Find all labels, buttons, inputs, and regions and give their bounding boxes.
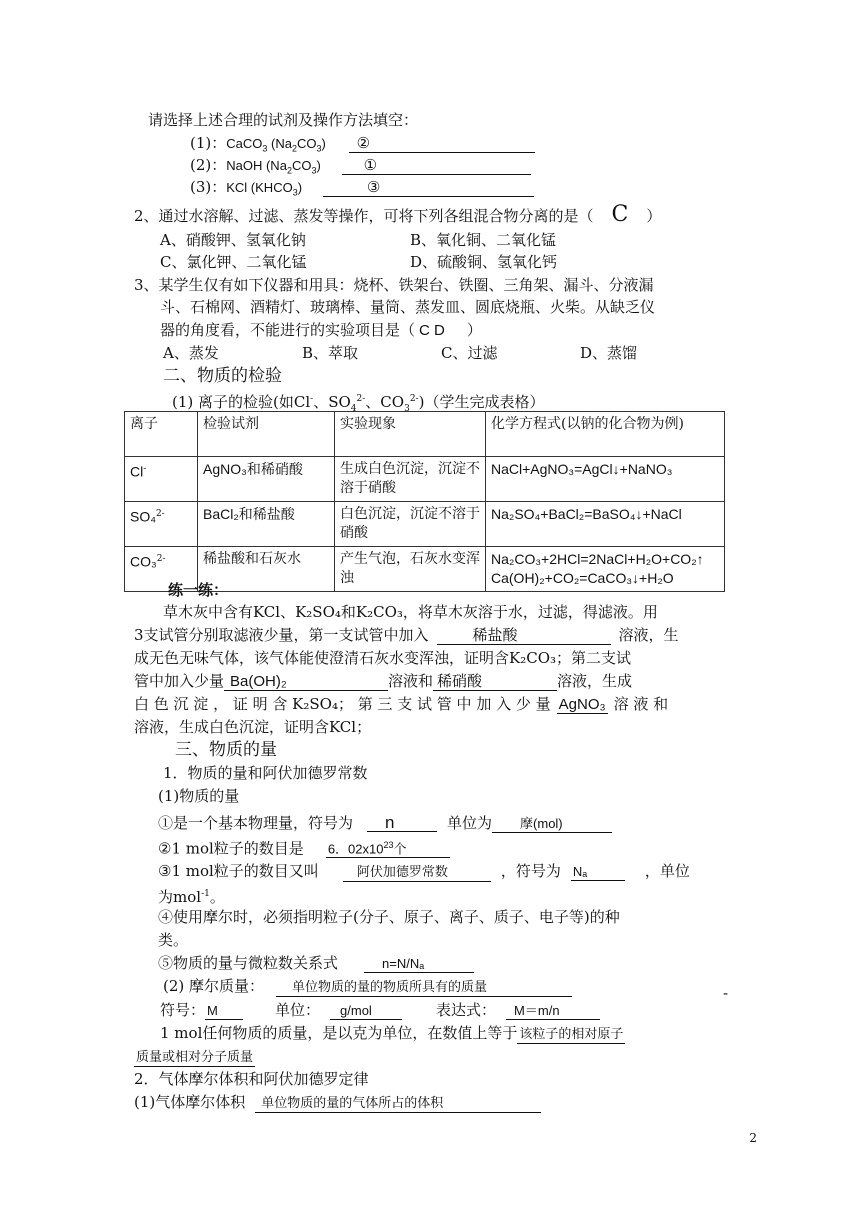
cell-ion: CO₃$^{2-}$ [125, 547, 198, 592]
q1-item-1-num: (1)： [190, 134, 227, 152]
cell-phenomenon: 白色沉淀，沉淀不溶于硝酸 [335, 502, 486, 547]
cell-equation: Na₂CO₃+2HCl=2NaCl+H₂O+CO₂↑ Ca(OH)₂+CO₂=CaCO₃↓+H₂O [486, 547, 725, 592]
q2-option-a: A、硝酸钾、氢氧化钠 [160, 231, 306, 249]
practice-line-1: 草木灰中含有KCl、K₂SO₄和K₂CO₃，将草木灰溶于水，过滤，得滤液。用 [163, 603, 658, 621]
page-number: 2 [749, 1131, 757, 1145]
molar-mass-props: 符号： M 单位： g/mol 表达式： M＝m/n [160, 1000, 600, 1020]
sec2-sub: (1) 离子的检验(如Cl-、$SO_4^{2-}$、$CO_3^{2-}$)（学生完成表格） [172, 393, 545, 414]
mol-point-3-cont: 为mol$^{-1}$。 [158, 888, 225, 906]
practice-line-3: 成无色无味气体，该气体能使澄清石灰水变浑浊，证明含K₂CO₃；第二支试 [134, 649, 632, 667]
unit-mol: 摩(mol) [492, 815, 612, 833]
table-row [125, 457, 725, 502]
ion-test-table [124, 411, 725, 592]
q1-item-2: (2)：NaOH $(Na_2CO_3)$ ① [190, 155, 531, 181]
practice-blank-2: Ba(OH)₂ [224, 673, 388, 691]
q3-answer: C D [419, 322, 445, 339]
q3-line-1: 3、某学生仅有如下仪器和用具：烧杯、铁架台、铁圈、三角架、漏斗、分液漏 [134, 276, 654, 294]
q1-item-3: (3)：KCl $(KHCO_3)$ ③ [190, 177, 534, 203]
q3-option-c: C、过滤 [441, 344, 498, 362]
practice-line-4: 管中加入少量 Ba(OH)₂ 溶液和 稀硝酸 溶液，生成 [134, 672, 633, 690]
mol-point-1: ①是一个基本物理量，符号为 n 单位为 摩(mol) [158, 813, 612, 833]
practice-line-5: 白 色 沉 淀 ， 证 明 含 K₂SO₄； 第 三 支 试 管 中 加 入 少 量 AgNO₃ 溶 液 和 [134, 695, 669, 713]
q3-option-a: A、蒸发 [163, 344, 219, 362]
molar-mass-unit: g/mol [330, 1002, 402, 1020]
q2-option-c: C、氯化钾、二氧化锰 [160, 253, 307, 271]
q1-item-2-formula: NaOH $(Na_2CO_3)$ [226, 158, 321, 176]
q3-line-3: 器的角度看，不能进行的实验项目是（ C D ） [160, 321, 482, 339]
cell-equation: Na₂SO₄+BaCl₂=BaSO₄↓+NaCl [486, 502, 725, 547]
stray-dash: - [723, 984, 729, 1002]
sec3-sub-2: 2．气体摩尔体积和阿伏加德罗定律 [134, 1070, 369, 1088]
avogadro-constant: 阿伏加德罗常数 [343, 864, 491, 882]
cell-phenomenon: 产生气泡，石灰水变浑浊 [335, 547, 486, 592]
table-row [125, 502, 725, 547]
q2-option-b: B、氧化铜、二氧化锰 [410, 231, 557, 249]
molar-mass-note: 1 mol任何物质的质量，是以克为单位，在数值上等于 该粒子的相对原子 [160, 1024, 624, 1042]
cell-ion: Cl- [125, 457, 198, 502]
q2-option-d: D、硫酸铜、氢氧化钙 [410, 253, 558, 271]
q1-item-3-formula: KCl $(KHCO_3)$ [226, 180, 303, 198]
q1-item-1-answer: ② [349, 135, 535, 153]
molar-mass-symbol: M [205, 1002, 243, 1020]
table-header-row [125, 412, 725, 457]
header-reagent: 检验试剂 [198, 412, 335, 457]
q3-option-b: B、萃取 [302, 344, 359, 362]
molar-mass-definition: 单位物质的量的物质所具有的质量 [276, 979, 572, 997]
gas-molar-volume: (1)气体摩尔体积 单位物质的量的气体所占的体积 [134, 1092, 541, 1113]
q3-line-2: 斗、石棉网、酒精灯、玻璃棒、量筒、蒸发皿、圆底烧瓶、火柴。从缺乏仪 [160, 298, 656, 316]
molar-mass-note-cont: 质量或相对分子质量 [136, 1050, 254, 1065]
cell-reagent: BaCl₂和稀盐酸 [198, 502, 335, 547]
gas-molar-volume-definition: 单位物质的量的气体所占的体积 [255, 1095, 541, 1113]
sec3-sub-1a: (1)物质的量 [158, 787, 240, 805]
symbol-na: Nₐ [571, 863, 625, 881]
molar-mass-def: (2) 摩尔质量： 单位物质的量的物质所具有的质量 [163, 976, 572, 997]
cell-phenomenon: 生成白色沉淀，沉淀不溶于硝酸 [335, 457, 486, 502]
q3-option-d: D、蒸馏 [580, 344, 638, 362]
avogadro-number: 6．$02x10^{23}$个 [326, 837, 450, 858]
mol-point-3: ③1 mol粒子的数目又叫 阿伏加德罗常数 ，符号为 Nₐ ，单位 [158, 862, 690, 880]
molar-mass-expression: M＝m/n [506, 1002, 600, 1020]
practice-line-6: 溶液，生成白色沉淀，证明含KCl； [134, 718, 372, 736]
practice-blank-1: 稀盐酸 [437, 627, 611, 645]
header-equation: 化学方程式(以钠的化合物为例) [486, 412, 725, 457]
q1-intro: 请选择上述合理的试剂及操作方法填空： [148, 111, 419, 129]
cell-equation: NaCl+AgNO₃=AgCl↓+NaNO₃ [486, 457, 725, 502]
q1-item-2-answer: ① [342, 157, 531, 175]
sec2-title: 二、物质的检验 [163, 366, 282, 386]
q2-answer: C [611, 202, 629, 227]
mol-point-5: ⑤物质的量与微粒数关系式 n=N/Nₐ [158, 953, 474, 973]
cell-reagent: 稀盐酸和石灰水 [198, 547, 335, 592]
q1-item-3-answer: ③ [323, 179, 534, 197]
cell-ion: SO₄$^{2-}$ [125, 502, 198, 547]
relation-formula: n=N/Nₐ [364, 955, 474, 973]
header-ion: 离子 [125, 412, 198, 457]
q2-stem: 2、通过水溶解、过滤、蒸发等操作，可将下列各组混合物分离的是（ C ） [134, 202, 662, 227]
q1-item-1-formula: CaCO$_3$ $(Na_2CO_3)$ [226, 136, 326, 154]
symbol-n: n [367, 814, 437, 832]
practice-blank-4: AgNO₃ [558, 696, 606, 713]
sec3-title: 三、物质的量 [175, 740, 277, 760]
mol-point-2: ②1 mol粒子的数目是 6．$02x10^{23}$个 [158, 837, 450, 858]
header-phenomenon: 实验现象 [335, 412, 486, 457]
molar-mass-note-answer: 该粒子的相对原子 [519, 1027, 624, 1042]
practice-line-2: 3支试管分别取滤液少量，第一支试管中加入 稀盐酸 溶液，生 [134, 626, 679, 644]
practice-title: 练一练： [168, 581, 229, 599]
practice-blank-3: 稀硝酸 [433, 673, 557, 691]
mol-point-4-cont: 类。 [158, 931, 189, 949]
sec3-sub-1: 1．物质的量和阿伏加德罗常数 [163, 764, 368, 782]
cell-reagent: AgNO₃和稀硝酸 [198, 457, 335, 502]
mol-point-4: ④使用摩尔时，必须指明粒子(分子、原子、离子、质子、电子等)的种 [158, 908, 620, 926]
